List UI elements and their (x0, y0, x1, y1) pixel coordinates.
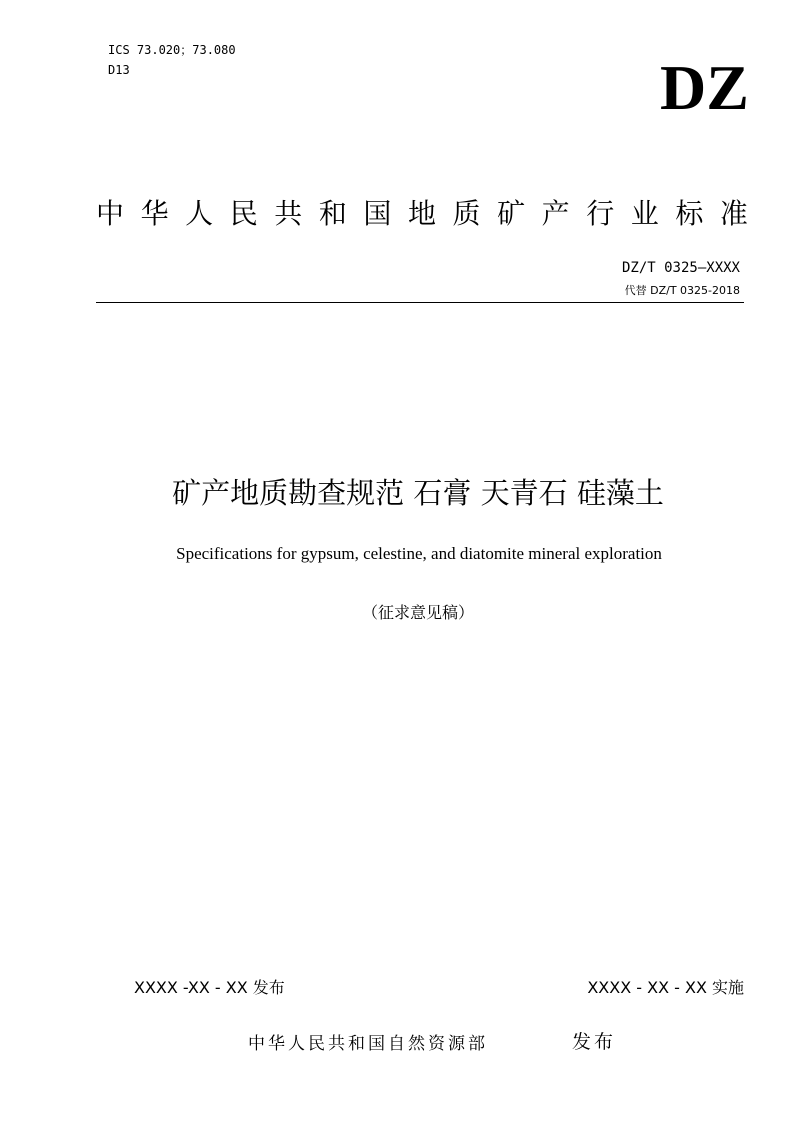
replaces-standard: 代替 DZ/T 0325-2018 (624, 284, 740, 297)
standard-title-char: 和 (318, 197, 347, 230)
english-title: Specifications for gypsum, celestine, and diatomite mineral exploration (176, 544, 662, 563)
standard-title-char: 中 (96, 197, 125, 230)
ics-code: ICS 73.020；73.080 (108, 43, 236, 57)
dz-logo: DZ (660, 52, 749, 123)
standard-title-char: 标 (675, 197, 704, 230)
issue-label: 发布 (572, 1031, 617, 1053)
standard-title-char: 民 (229, 197, 258, 230)
draft-note: （征求意见稿） (361, 603, 474, 622)
issue-date: XXXX -XX - XX 发布 (134, 978, 285, 997)
standard-title-char: 业 (630, 197, 659, 230)
implementation-date: XXXX - XX - XX 实施 (587, 978, 744, 997)
standard-title-char: 人 (185, 197, 214, 230)
standard-title-char: 产 (541, 197, 570, 230)
standard-title-char: 国 (363, 197, 392, 230)
standard-title-char: 地 (407, 197, 436, 230)
industry-standard-title (96, 194, 748, 234)
issuing-authority: 中华人民共和国自然资源部 (248, 1034, 488, 1054)
standard-title-char: 质 (452, 197, 481, 230)
standard-title-char: 华 (140, 197, 169, 230)
classification-code: D13 (108, 63, 130, 77)
standard-title-char: 行 (586, 197, 615, 230)
document-title: 矿产地质勘查规范 石膏 天青石 硅藻土 (172, 476, 664, 510)
standard-title-char: 共 (274, 197, 303, 230)
header-divider (96, 302, 744, 303)
standard-title-char: 矿 (497, 197, 526, 230)
standard-number: DZ/T 0325—XXXX (621, 260, 740, 276)
standard-title-char: 准 (719, 197, 748, 230)
